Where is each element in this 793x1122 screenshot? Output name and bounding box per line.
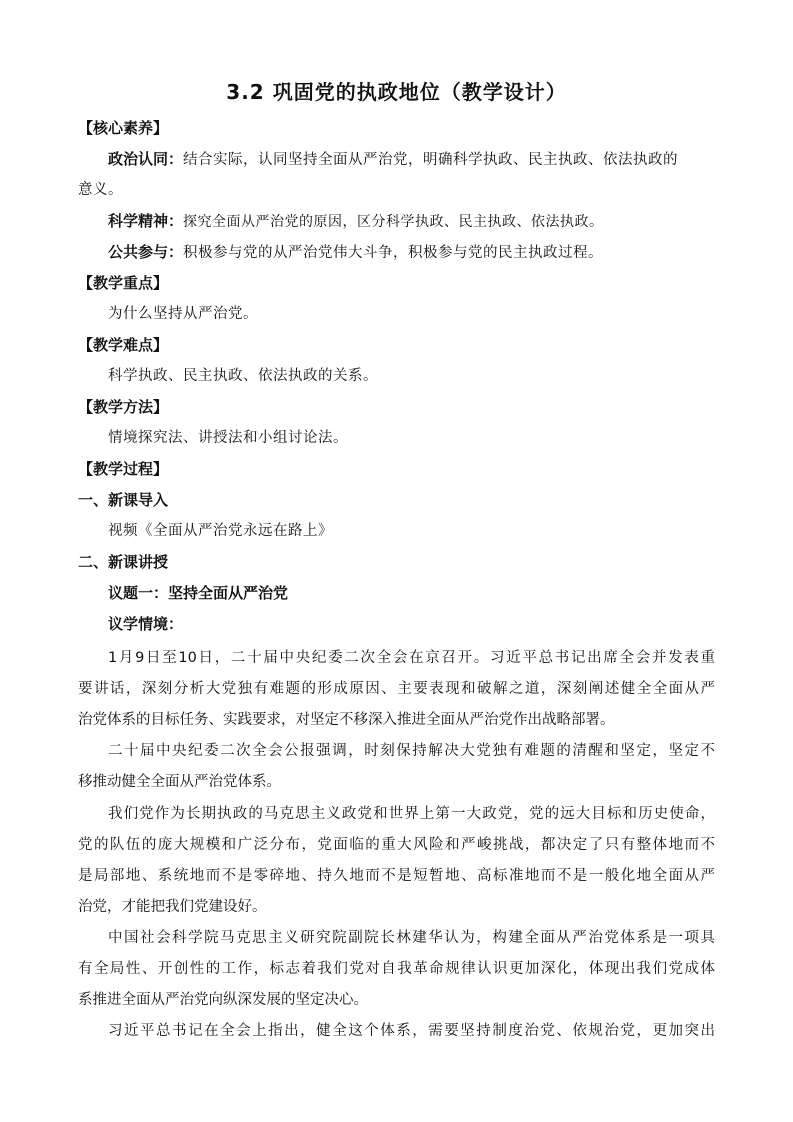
situation-label: 议学情境：: [108, 615, 184, 633]
paragraph-4-line-1: 中国社会科学院马克思主义研究院副院长林建华认为，构建全面从严治党体系是一项具: [108, 930, 715, 946]
paragraph-2-line-1: 二十届中央纪委二次全会公报强调，时刻保持解决大党独有难题的清醒和坚定，坚定不: [108, 743, 715, 759]
teaching-process-heading: 【教学过程】: [78, 460, 169, 478]
paragraph-4-line-2: 有全局性、开创性的工作，标志着我们党对自我革命规律认识更加深化，体现出我们党成体: [78, 961, 715, 977]
science-spirit-text: 探究全面从严治党的原因，区分科学执政、民主执政、依法执政。: [183, 214, 604, 230]
teaching-focus-heading: 【教学重点】: [78, 274, 169, 292]
political-identity-text: 结合实际，认同坚持全面从严治党，明确科学执政、民主执政、依法执政的: [183, 152, 679, 168]
public-participation-label: 公共参与：: [108, 243, 184, 261]
paragraph-5-line-1: 习近平总书记在全会上指出，健全这个体系，需要坚持制度治党、依规治党，更加突出: [108, 1023, 715, 1039]
teaching-difficulty-text: 科学执政、民主执政、依法执政的关系。: [108, 368, 378, 384]
political-identity-label: 政治认同：: [108, 150, 184, 168]
public-participation-text: 积极参与党的从严治党伟大斗争，积极参与党的民主执政过程。: [183, 245, 604, 261]
paragraph-2-line-2: 移推动健全全面从严治党体系。: [78, 774, 281, 790]
new-lesson-intro-text: 视频《全面从严治党永远在路上》: [108, 523, 333, 539]
paragraph-3-line-2: 党的队伍的庞大规模和广泛分布，党面临的重大风险和严峻挑战，都决定了只有整体地而不: [78, 837, 715, 853]
political-identity-continuation: 意义。: [78, 182, 123, 198]
teaching-method-heading: 【教学方法】: [78, 398, 169, 416]
paragraph-1-line-2: 要讲话，深刻分析大党独有难题的形成原因、主要表现和破解之道，深刻阐述健全全面从严: [78, 681, 715, 697]
science-spirit-label: 科学精神：: [108, 212, 184, 230]
paragraph-4-line-3: 系推进全面从严治党向纵深发展的坚定决心。: [78, 992, 368, 1008]
paragraph-3-line-1: 我们党作为长期执政的马克思主义政党和世界上第一大政党，党的远大目标和历史使命，: [108, 806, 715, 822]
public-participation-line: [108, 242, 603, 263]
paragraph-1-line-3: 治党体系的目标任务、实践要求，对坚定不移深入推进全面从严治党作出战略部署。: [78, 712, 615, 728]
new-lesson-lecture-heading: 二、新课讲授: [78, 553, 169, 571]
teaching-focus-text: 为什么坚持从严治党。: [108, 306, 258, 322]
teaching-method-text: 情境探究法、讲授法和小组讨论法。: [108, 430, 348, 446]
teaching-difficulty-heading: 【教学难点】: [78, 336, 169, 354]
core-literacy-heading: 【核心素养】: [78, 119, 169, 137]
new-lesson-intro-heading: 一、新课导入: [78, 491, 169, 509]
paragraph-1-line-1: 1月9日至10日，二十届中央纪委二次全会在京召开。习近平总书记出席全会并发表重: [108, 650, 715, 666]
page-title: 3.2 巩固党的执政地位（教学设计）: [226, 80, 567, 104]
science-spirit-line: [108, 211, 604, 232]
paragraph-3-line-3: 是局部地、系统地而不是零碎地、持久地而不是短暂地、高标准地而不是一般化地全面从严: [78, 868, 715, 884]
topic-one-heading: 议题一：坚持全面从严治党: [108, 584, 289, 602]
paragraph-3-line-4: 治党，才能把我们党建设好。: [78, 899, 267, 915]
political-identity-line: [108, 149, 678, 170]
